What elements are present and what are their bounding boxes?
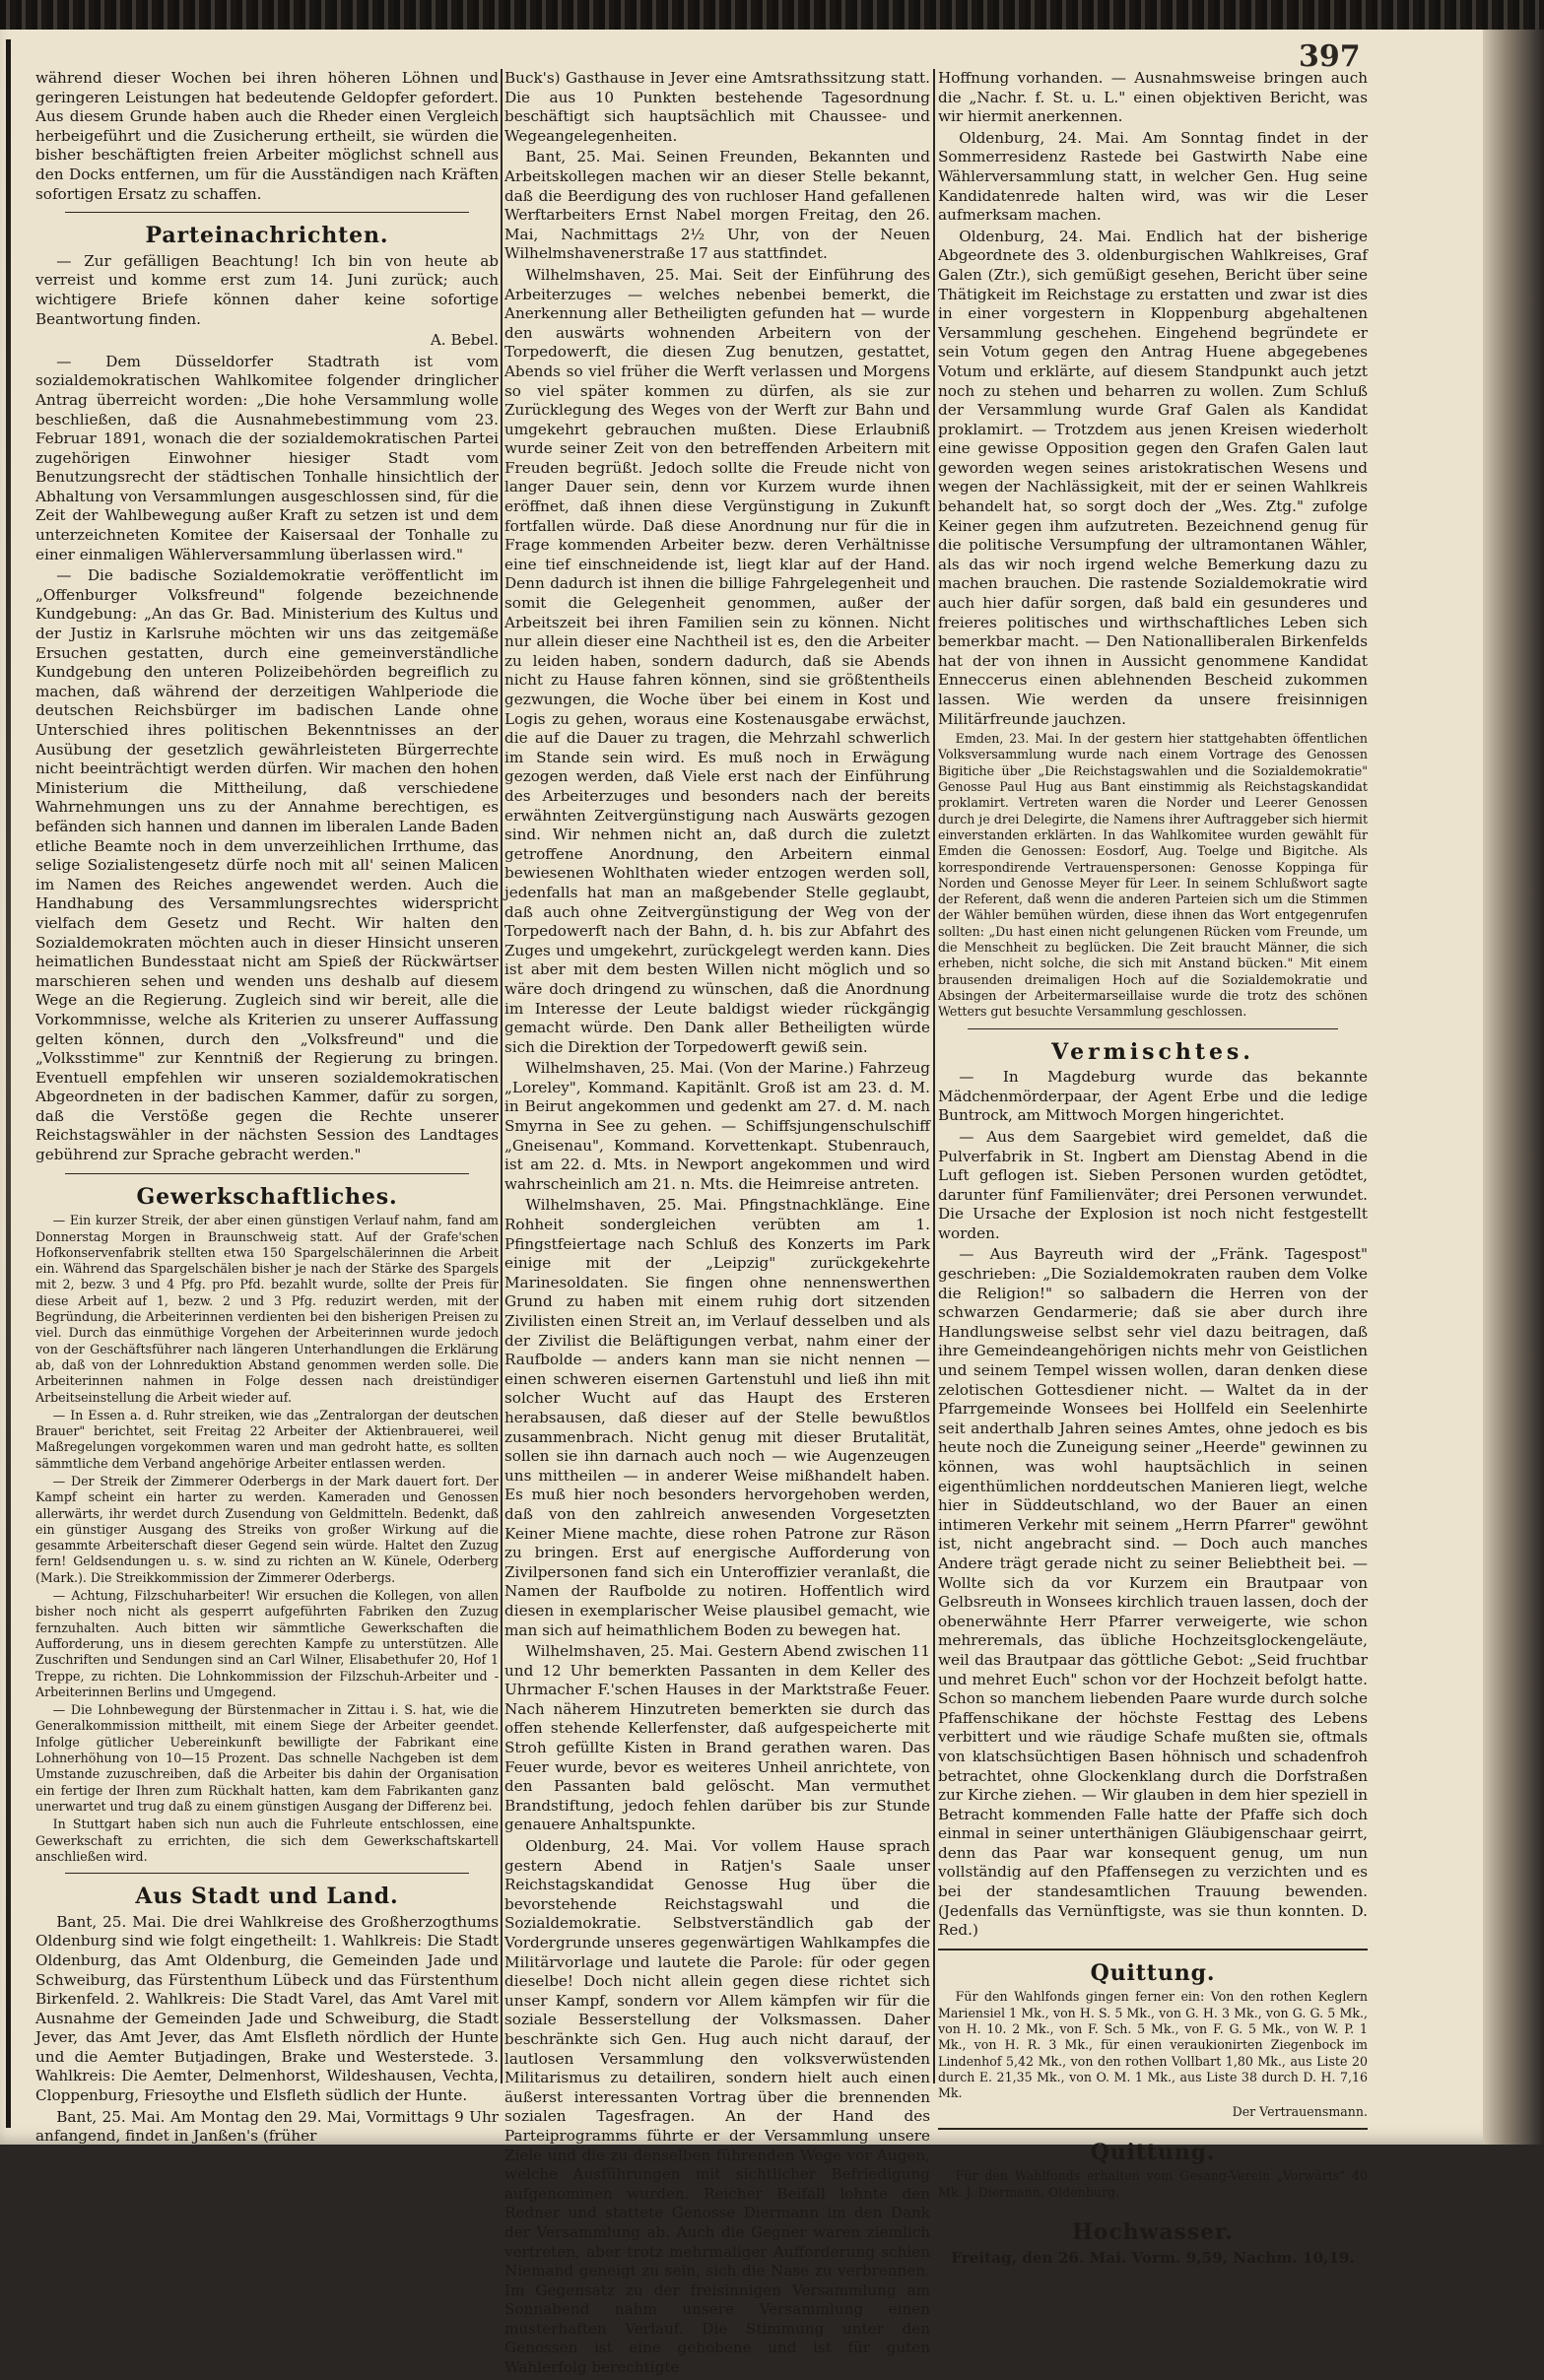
article-text: — Aus dem Saargebiet wird gemeldet, daß die Pulverfabrik in St. Ingbert am Dienstag Abend in die Luft geflogen ist. Sieben Personen wurden getödtet, darunter fünf Familienväter; drei Personen verwundet. Die Ursache der Explosion ist noch nicht festgestellt worden. bbox=[938, 1127, 1368, 1242]
article-text: Oldenburg, 24. Mai. Endlich hat der bisherige Abgeordnete des 3. oldenburgischen Wahlkreises, Graf Galen (Ztr.), sich gemüßigt gesehen, Bericht über seine Thätigkeit im Reichstage zu erstatten und zwar ist dies in einer vorgestern in Kloppenburg abgehaltenen Versammlung geschehen. Eingehend begründete er sein Votum gegen den Antrag Huene abgegebenes Votum und erklärte, auf diesem Standpunkt auch jetzt noch zu stehen und beharren zu wollen. Zum Schluß der Versammlung wurde Graf Galen als Kandidat proklamirt. — Trotzdem aus jenen Kreisen wiederholt eine gewisse Opposition gegen den Grafen Galen laut geworden wegen seines aristokratischen Wesens und wegen der Nachlässigkeit, mit der er seinen Wahlkreis behandelt hat, so sorgt doch der „Wes. Ztg." zufolge Keiner gegen ihm aufzutreten. Bezeichnend genug für die politische Versumpfung der ultramontanen Wähler, als das wir noch irgend welche Bemerkung dazu zu machen brauchen. Die rastende Sozialdemokratie wird auch hier dafür sorgen, daß bald ein gesunderes und freieres politisches und wirthschaftliches Leben sich bemerkbar macht. — Den Nationalliberalen Birkenfelds hat der von ihnen in Aussicht genommene Kandidat Enneccerus einen ablehnenden Bescheid zukommen lassen. Wie werden da unsere freisinnigen Militärfreunde jauchzen. bbox=[938, 227, 1368, 728]
scan-top-edge bbox=[0, 0, 1544, 30]
section-heading: Gewerkschaftliches. bbox=[136, 1183, 398, 1210]
article-text: — Die badische Sozialdemokratie veröffentlicht im „Offenburger Volksfreund" folgende bezeichnende Kundgebung: „An das Gr. Bad. Ministerium des Kultus und der Justiz in Karlsruhe möchten wir uns das zeitgemäße Ersuchen gestatten, durch eine gemeinverständliche Kundgebung den unteren Polizeibehörden begreiflich zu machen, daß während der derzeitigen Wahlperiode die deutschen Reichsbürger im badischen Lande ohne Unterschied ihres politischen Bekenntnisses an der Ausübung der gesetzlich gewährleisteten Bürgerrechte nicht beeinträchtigt werden dürfen. Wir machen den hohen Ministerium die Mittheilung, daß verschiedene Wahrnehmungen uns zu der Annahme berechtigen, es befänden sich hannen und dannen im liberalen Lande Baden etliche Beamte noch in dem unverzeihlichen Irrthume, das selige Sozialistengesetz dürfe noch mit all' seinen Malicen im Namen des Reiches angewendet werden. Auch die Handhabung des Versammlungsrechtes widerspricht vielfach dem Gesetz und Recht. Wir halten den Sozialdemokraten möchten auch in dieser Hinsicht unseren heimatlichen Bundesstaat nicht am Spieß der Rückwärtser marschieren sehen und wenden uns deshalb auf diesem Wege an die Regierung. Zugleich sind wir bereit, alle die Vorkommnisse, welche als Kriterien zu unserer Auffassung gelten können, durch den „Volksfreund" und die „Volksstimme" zur Kenntniß der Regierung zu bringen. Eventuell empfehlen wir unseren sozialdemokratischen Abgeordneten in der badischen Kammer, dafür zu sorgen, daß die Verstöße gegen die Rechte unserer Reichstagswähler in der nächsten Session des Landtages gebührend zur Sprache gebracht werden." bbox=[35, 566, 499, 1164]
article-text: — Die Lohnbewegung der Bürstenmacher in Zittau i. S. hat, wie die Generalkommission mittheilt, mit einem Siege der Arbeiter geendet. Infolge gütlicher Uebereinkunft bewilligte der Fabrikant eine Lohnerhöhung von 10—15 Prozent. Das schnelle Nachgeben ist dem Umstande zuzuschreiben, daß die Arbeiter bis dahin der Organisation ein fertige der Ihren zum Rückhalt hatten, kam dem Fabrikanten ganz unerwartet und trug daß zu einem günstigen Ausgang der Differenz bei. bbox=[35, 1702, 499, 1814]
article-text: Wilhelmshaven, 25. Mai. (Von der Marine.) Fahrzeug „Loreley", Kommand. Kapitänlt. Groß ist am 23. d. M. in Beirut angekommen und gedenkt am 27. d. M. nach Smyrna in See zu gehen. — Schiffsjungenschulschiff „Gneisenau", Kommand. Korvettenkapt. Stubenrauch, ist am 22. d. Mts. in Newport angekommen und wird wahrscheinlich am 21. n. Mts. die Heimreise antreten. bbox=[504, 1059, 930, 1193]
article-text: Hoffnung vorhanden. — Ausnahmsweise bringen auch die „Nachr. f. St. u. L." einen objektiven Bericht, was wir hiermit anerkennen. bbox=[938, 69, 1368, 126]
page-number: 397 bbox=[1299, 39, 1361, 74]
column-right bbox=[938, 69, 1368, 2270]
divider bbox=[938, 1949, 1368, 1950]
receipt-text: Für den Wahlfonds erhalten vom Gesang-Verein „Vorwärts" 40 Mk. J. Diermann, Oldenburg. bbox=[938, 2168, 1368, 2200]
receipt-text: Für den Wahlfonds gingen ferner ein: Von den rothen Keglern Mariensiel 1 Mk., von H. S. 5 Mk., von G. H. 3 Mk., von G. G. 5 Mk., von H. 10. 2 Mk., von F. Sch. 5 Mk., von F. G. 5 Mk., von W. P. 1 Mk., von H. R. 3 Mk., für einen veraukionirten Ziegenbock im Lindenhof 5,42 Mk., von den rothen Vollbart 1,80 Mk., aus Liste 20 durch E. 21,35 Mk., von O. M. 1 Mk., aus Liste 38 durch D. H. 7,16 Mk. bbox=[938, 1989, 1368, 2101]
article-text: Wilhelmshaven, 25. Mai. Seit der Einführung des Arbeiterzuges — welches nebenbei bemerkt, die Anerkennung aller Betheiligten gefunden hat — wurde den auswärts wohnenden Arbeitern von der Torpedowerft, die diesen Zug benutzen, gestattet, Abends so viel früher die Werft verlassen und Morgens so viel später kommen zu dürfen, als sie zur Zurücklegung des Weges von der Werft zur Bahn und umgekehrt gebrauchen mußten. Diese Erlaubniß wurde seiner Zeit von den betreffenden Arbeitern mit Freuden begrüßt. Jedoch sollte die Freude nicht von langer Dauer sein, denn vor Kurzem wurde ihnen eröffnet, daß ihnen diese Vergünstigung in Zukunft fortfallen würde. Daß diese Anordnung nur für die in Frage kommenden Arbeiter bezw. deren Verhältnisse eine tief einschneidende ist, liegt klar auf der Hand. Denn dadurch ist ihnen die billige Fahrgelegenheit und somit die Gelegenheit genommen, außer der Arbeitszeit bei ihren Familien sein zu können. Nicht nur allein dieser eine Nachtheil ist es, den die Arbeiter zu leiden haben, sondern dadurch, daß sie Abends nicht zu Hause fahren können, sind sie größtentheils gezwungen, die Woche über bei einem in Kost und Logis zu gehen, woraus eine Kostenausgabe erwächst, die auf die Dauer zu tragen, die Mehrzahl schwerlich im Stande sein wird. Es muß noch in Erwägung gezogen werden, daß Viele erst nach der Einführung des Arbeiterzuges und besonders nach der bereits erwähnten Zeitvergünstigung nach Auswärts gezogen sind. Wir nehmen nicht an, daß durch die zuletzt getroffene Anordnung, den Arbeitern einmal bewiesenen Wohlthaten wieder entzogen werden soll, jedenfalls hat man an maßgebender Stelle geglaubt, daß auch ohne Zeitvergünstigung der Weg von der Torpedowerft nach der Bahn, d. h. bis zur Abfahrt des Zuges und umgekehrt, zurückgelegt werden kann. Dies ist aber mit dem besten Willen nicht möglich und so wäre doch dringend zu wünschen, daß die Anordnung im Interesse der Leute baldigst wieder rückgängig gemacht würde. Den Dank aller Betheiligten würde sich die Direktion der Torpedowerft gewiß sein. bbox=[504, 265, 930, 1056]
divider bbox=[938, 2128, 1368, 2130]
article-text: Bant, 25. Mai. Seinen Freunden, Bekannten und Arbeitskollegen machen wir an dieser Stelle bekannt, daß die Beerdigung des von ruchloser Hand gefallenen Werftarbeiters Ernst Nabel morgen Freitag, den 26. Mai, Nachmittags 2½ Uhr, von der Neuen Wilhelmshavenerstraße 17 aus stattfindet. bbox=[504, 148, 930, 263]
column-rule bbox=[933, 69, 935, 2083]
article-text: — Zur gefälligen Beachtung! Ich bin von heute ab verreist und komme erst zum 14. Juni zurück; auch wichtigere Briefe können daher keine sofortige Beantwortung finden. bbox=[35, 251, 499, 328]
article-text: während dieser Wochen bei ihren höheren Löhnen und geringeren Leistungen hat bedeutende Geldopfer gefordert. Aus diesem Grunde haben auch die Rheder einen Vergleich herbeigeführt und die Zusicherung ertheilt, sie würden die bisher beschäftigten freien Arbeiter möglichst schnell aus den Docks entfernen, um für die Ausständigen nach Kräften sofortigen Ersatz zu schaffen. bbox=[35, 69, 499, 203]
divider bbox=[968, 1028, 1338, 1029]
section-heading: Quittung. bbox=[1090, 1959, 1216, 1986]
article-text: Oldenburg, 24. Mai. Am Sonntag findet in der Sommerresidenz Rastede bei Gastwirth Nabe eine Wählerversammlung statt, in welcher Gen. Hug seine Kandidatenrede halten wird, was wir die Leser aufmerksam machen. bbox=[938, 128, 1368, 225]
article-text: — Achtung, Filzschuharbeiter! Wir ersuchen die Kollegen, von allen bisher noch nicht als gesperrt aufgeführten Fabriken den Zuzug fernzuhalten. Auch bitten wir sämmtliche Gewerkschaften die Aufforderung, uns in diesem gerechten Kampfe zu unterstützen. Alle Zuschriften und Sendungen sind an Carl Wilner, Elisabethufer 20, Hof 1 Treppe, zu richten. Die Lohnkommission der Filzschuh-Arbeiter und -Arbeiterinnen Berlins und Umgegend. bbox=[35, 1588, 499, 1699]
column-middle bbox=[504, 69, 930, 2380]
article-text: — Aus Bayreuth wird der „Fränk. Tagespost" geschrieben: „Die Sozialdemokraten rauben dem Volke die Religion!" so salbadern die Herren von der schwarzen Gendarmerie; daß sie aber durch ihre Handlungsweise selbst sehr viel dazu beitragen, daß ihre Gemeindeangehörigen nichts mehr von Geistlichen und seinem Tempel wissen wollen, daran denken diese zelotischen Gottesdiener nicht. — Waltet da in der Pfarrgemeinde Wonsees bei Hollfeld ein Seelenhirte seit anderthalb Jahren seines Amtes, ohne jedoch es bis heute noch die Zuneigung seiner „Heerde" gewinnen zu können, was wohl hauptsächlich in seinen eigenthümlichen norddeutschen Manieren liegt, welche hier in Süddeutschland, wo der Bauer an einen intimeren Verkehr mit seinem „Herrn Pfarrer" gewöhnt ist, nicht angebracht sind. — Doch auch manches Andere trägt gerade nicht zu seiner Beliebtheit bei. — Wollte sich da vor Kurzem ein Brautpaar von Gelbsreuth in Wonsees kirchlich trauen lassen, doch der obenerwähnte Herr Pfarrer verweigerte, wie schon mehreremals, das übliche Hochzeitsglockengeläute, weil das Brautpaar das göttliche Gebot: „Seid fruchtbar und mehret Euch" schon vor der Hochzeit befolgt hatte. Schon so manchem liebenden Paare wurde durch solche Pfaffenschikane der höchste Festtag des Lebens verbittert und wie räudige Schafe mußten sie, oftmals von klatschsüchtigen Basen höhnisch und schadenfroh betrachtet, ohne Glockenklang durch die Dorfstraßen zur Kirche ziehen. — Wir glauben in dem hier speziell in Betracht kommenden Falle hatte der Pfaffe sich doch einmal in seiner unterthänigen Gläubigenschaar geirrt, denn das Paar war konsequent genug, um nun vollständig auf den Pfaffensegen zu verzichten und es bei der standesamtlichen Trauung bewenden. (Jedenfalls das Vernünftigste, was sie thun konnten. D. Red.) bbox=[938, 1245, 1368, 1940]
section-heading: Quittung. bbox=[1090, 2139, 1216, 2165]
section-heading: Vermischtes. bbox=[1051, 1038, 1254, 1065]
divider bbox=[65, 1173, 469, 1174]
article-text: Emden, 23. Mai. In der gestern hier stattgehabten öffentlichen Volksversammlung wurde nach einem Vortrage des Genossen Bigitiche über „Die Reichstagswahlen und die Sozialdemokratie" Genosse Paul Hug aus Bant einstimmig als Reichstagskandidat proklamirt. Vertreten waren die Norder und Leerer Genossen durch je drei Delegirte, die Namens ihrer Auftraggeber sich hiermit einverstanden erklärten. In das Wahlkomitee wurden gewählt für Emden die Genossen: Eosdorf, Aug. Toelge und Bigitche. Als korrespondirende Vertrauenspersonen: Genosse Koppinga für Norden und Genosse Meyer für Leer. In seinem Schlußwort sagte der Referent, daß wenn die anderen Parteien sich um die Stimmen der Wähler bemühen würden, diese ihnen das Wort entgegenrufen sollten: „Du hast einen nicht gelungenen Rücken vom Freunde, um die Menschheit zu beglücken. Die Zeit braucht Männer, die sich erheben, nicht solche, die sich mit Anstand bücken." Mit einem brausenden dreimaligen Hoch auf die Sozialdemokratie und Absingen der Arbeitermarseillaise wurde die trotz des schönen Wetters gut besuchte Versammlung geschlossen. bbox=[938, 731, 1368, 1020]
divider bbox=[65, 212, 469, 213]
column-rule bbox=[501, 69, 503, 2083]
tide-times: Freitag, den 26. Mai. Vorm. 9,59, Nachm. 10,19. bbox=[951, 2248, 1355, 2267]
article-text: — Der Streik der Zimmerer Oderbergs in der Mark dauert fort. Der Kampf scheint ein harter zu werden. Kameraden und Genossen allerwärts, ihr werdet durch Zusendung von Geldmitteln. Bedenkt, daß ein günstiger Ausgang des Streiks von großer Wirkung auf die gesammte Arbeiterschaft dieser Gegend sein würde. Haltet den Zuzug fern! Geldsendungen u. s. w. sind zu richten an W. Künele, Oderberg (Mark.). Die Streikkommission der Zimmerer Oderbergs. bbox=[35, 1474, 499, 1585]
section-heading: Hochwasser. bbox=[1072, 2219, 1234, 2245]
article-text: Oldenburg, 24. Mai. Vor vollem Hause sprach gestern Abend in Ratjen's Saale unser Reichstagskandidat Genosse Hug über die bevorstehende Reichstagswahl und die Sozialdemokratie. Selbstverständlich gab der Vordergrunde unseres gegenwärtigen Wahlkampfes die Militärvorlage und lautete die Parole: für oder gegen dieselbe! Doch nicht allein gegen diese richtet sich unser Kampf, sondern vor Allem kämpfen wir für die soziale Besserstellung der Volksmassen. Daher beschränkte sich Gen. Hug auch nicht darauf, der lautlosen Versammlung den volksverwüstenden Militarismus zu detailiren, sondern hielt auch einen äußerst interessanten Vortrag über die brennenden sozialen Tagesfragen. An der Hand des Parteiprogramms führte er der Versammlung unsere Ziele und die zu denselben führenden Wege vor Augen, welche Ausführungen mit sichtlicher Befriedigung aufgenommen wurden. Reicher Beifall lohnte den Redner und stattete Genosse Diermann im den Dank der Versammlung ab. Auch die Gegner waren ziemlich vertreten, aber trotz mehrmaliger Aufforderung schien Niemand geneigt zu sein, sich die Nase zu verbrennen. Im Gegensatz zu der freisinnigen Versammlung am Sonnabend nahm unsere Versammlung einen musterhaften Verlauf. Die Stimmung unter den Genossen ist eine gehobene und ist für guten Wahlerfolg berechtigte bbox=[504, 1837, 930, 2377]
section-heading: Parteinachrichten. bbox=[145, 223, 389, 249]
article-text: Buck's) Gasthause in Jever eine Amtsrathssitzung statt. Die aus 10 Punkten bestehende Tagesordnung beschäftigt sich hauptsächlich mit Chaussee- und Wegeangelegenheiten. bbox=[504, 69, 930, 145]
article-text: — In Essen a. d. Ruhr streiken, wie das „Zentralorgan der deutschen Brauer" berichtet, seit Freitag 22 Arbeiter der Aktienbrauerei, weil Maßregelungen vorgekommen waren und man gedroht hatte, es sollten sämmtliche dem Verband angehörige Arbeiter entlassen werden. bbox=[35, 1407, 499, 1471]
article-text: Bant, 25. Mai. Am Montag den 29. Mai, Vormittags 9 Uhr anfangend, findet in Janßen's (früher bbox=[35, 2107, 499, 2146]
signature: A. Bebel. bbox=[430, 331, 499, 350]
article-text: Bant, 25. Mai. Die drei Wahlkreise des Großherzogthums Oldenburg sind wie folgt eingetheilt: 1. Wahlkreis: Die Stadt Oldenburg, das Amt Oldenburg, die Gemeinden Jade und Schweiburg, das Fürstenthum Lübeck und das Fürstenthum Birkenfeld. 2. Wahlkreis: Die Stadt Varel, das Amt Varel mit Ausnahme der Gemeinden Jade und Schweiburg, die Stadt Jever, das Amt Jever, das Amt Elsfleth nördlich der Hunte und die Aemter Butjadingen, Brake und Westerstede. 3. Wahlkreis: Die Aemter, Delmenhorst, Wildeshausen, Vechta, Cloppenburg, Friesoythe und Elsfleth südlich der Hunte. bbox=[35, 1912, 499, 2105]
article-text: Wilhelmshaven, 25. Mai. Pfingstnachklänge. Eine Rohheit sondergleichen verübten am 1. Pfingstfeiertage nach Schluß des Konzerts im Park einige mit der „Leipzig" zurückgekehrte Marinesoldaten. Sie fingen ohne nennenswerthen Grund zu haben mit einem ruhig dort sitzenden Zivilisten einen Streit an, im Verlauf desselben und als der Zivilist die Beläftigungen verbat, nahm einer der Raufbolde — anders kann man sie nicht nennen — einen schweren eisernen Gartenstuhl und ließ ihn mit solcher Wucht auf das Haupt des Ersteren herabsausen, daß dieser auf der Stelle bewußtlos zusammenbrach. Nicht genug mit dieser Brutalität, sollen sie ihn darnach auch noch — wie Augenzeugen uns mittheilen — in anderer Weise mißhandelt haben. Es muß hier noch besonders hervorgehoben werden, daß von den zahlreich anwesenden Vorgesetzten Keiner Miene machte, diese rohen Patrone zur Räson zu bringen. Erst auf energische Aufforderung von Zivilpersonen fand sich ein Unteroffizier veranlaßt, die Namen der Raufbolde zu notiren. Hoffentlich wird diesen in exemplarischer Weise plausibel gemacht, wie man sich auf heimathlichem Boden zu bewegen hat. bbox=[504, 1196, 930, 1639]
article-text: Wilhelmshaven, 25. Mai. Gestern Abend zwischen 11 und 12 Uhr bemerkten Passanten in dem Keller des Uhrmacher F.'schen Hauses in der Marktstraße Feuer. Nach näherem Hinzutreten bemerkten sie durch das offen stehende Kellerfenster, daß aufgespeicherte mit Stroh gefüllte Kisten in Brand gerathen waren. Das Feuer wurde, bevor es weiteres Unheil anrichtete, von den Passanten bald gelöscht. Man vermuthet Brandstiftung, jedoch fehlen darüber bis zur Stunde genauere Anhaltspunkte. bbox=[504, 1642, 930, 1834]
signature: Der Vertrauensmann. bbox=[1232, 2103, 1368, 2119]
scan-left-edge bbox=[6, 39, 11, 2128]
article-text: — Dem Düsseldorfer Stadtrath ist vom sozialdemokratischen Wahlkomitee folgender dringlicher Antrag überreicht worden: „Die hohe Versammlung wolle beschließen, daß die Ausnahmebestimmung vom 23. Februar 1891, wonach die der sozialdemokratischen Partei zugehörigen Einwohner hiesiger Stadt vom Benutzungsrecht der städtischen Tonhalle hinsichtlich der Abhaltung von Versammlungen ausgeschlossen sind, für die Zeit der Wahlbewegung außer Kraft zu setzen ist und dem unterzeichneten Komitee der Kaisersaal der Tonhalle zu einer einmaligen Wählerversammlung überlassen wird." bbox=[35, 352, 499, 563]
column-left bbox=[35, 69, 499, 2149]
article-text: In Stuttgart haben sich nun auch die Fuhrleute entschlossen, eine Gewerkschaft zu errichten, die sich dem Gewerkschaftskartell anschließen wird. bbox=[35, 1817, 499, 1864]
section-heading: Aus Stadt und Land. bbox=[135, 1884, 399, 1910]
divider bbox=[968, 2209, 1338, 2210]
scan-binding-edge bbox=[1483, 30, 1544, 2145]
divider bbox=[65, 1873, 469, 1874]
article-text: — In Magdeburg wurde das bekannte Mädchenmörderpaar, der Agent Erbe und die ledige Buntrock, am Mittwoch Morgen hingerichtet. bbox=[938, 1068, 1368, 1125]
article-text: — Ein kurzer Streik, der aber einen günstigen Verlauf nahm, fand am Donnerstag Morgen in Braunschweig statt. Auf der Grafe'schen Hofkonservenfabrik stellten etwa 150 Spargelschälerinnen die Arbeit ein. Während das Spargelschälen bisher je nach der Stärke des Spargels mit 2, bezw. 3 und 4 Pfg. pro Pfd. bezahlt wurde, sollte der Preis für diese Arbeit auf 1, bezw. 2 und 3 Pfg. reduzirt werden, mit der Begründung, die Arbeiterinnen verdienten bei den bisherigen Preisen zu viel. Durch das einmüthige Vorgehen der Arbeiterinnen wurde jedoch von der Geschäftsführer nach längeren Unterhandlungen die Erklärung ab, daß von der Lohnreduktion Abstand genommen werden solle. Die Arbeiterinnen nahmen in Folge dessen nach dreistündiger Arbeitseinstellung die Arbeit wieder auf. bbox=[35, 1213, 499, 1405]
